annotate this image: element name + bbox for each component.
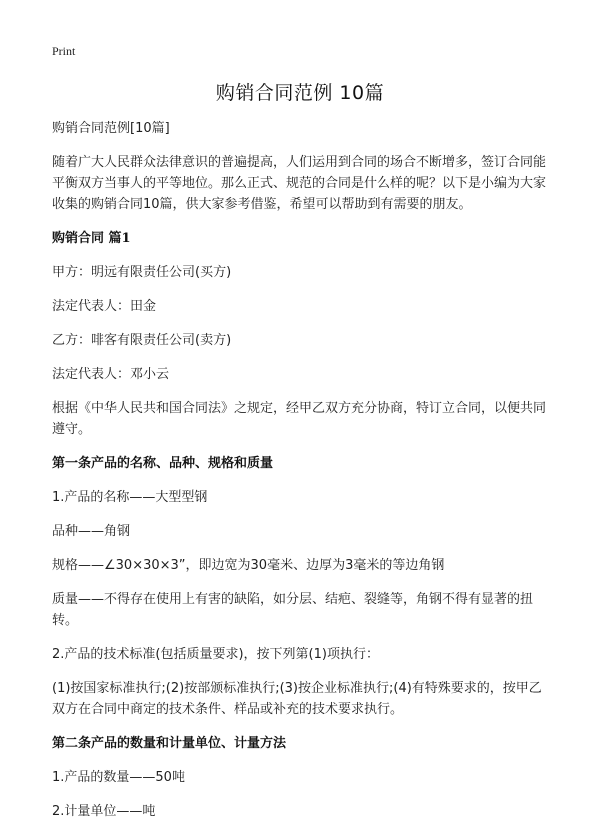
product-name: 1.产品的名称——大型型钢 — [52, 490, 208, 505]
standards-list: (1)按国家标准执行;(2)按部颁标准执行;(3)按企业标准执行;(4)有特殊要求的，按甲乙双方在合同中商定的技术条件、样品或补充的技术要求执行。 — [52, 681, 542, 717]
document-body — [52, 118, 552, 835]
product-quantity: 1.产品的数量——50吨 — [52, 770, 185, 785]
tech-standard: 2.产品的技术标准(包括质量要求)，按下列第(1)项执行： — [52, 647, 379, 662]
article-1-heading: 第一条产品的名称、品种、规格和质量 — [52, 456, 274, 471]
print-label: Print — [52, 44, 76, 58]
document-subtitle: 购销合同范例[10篇] — [52, 121, 170, 136]
document-title: 购销合同范例 10篇 — [215, 82, 385, 104]
party-b: 乙方：啡客有限责任公司(卖方) — [52, 333, 232, 348]
product-quality: 质量——不得存在使用上有害的缺陷，如分层、结疤、裂缝等，角钢不得有显著的扭转。 — [52, 592, 534, 628]
party-b-representative: 法定代表人：邓小云 — [52, 367, 170, 382]
party-a-representative: 法定代表人：田金 — [52, 299, 157, 314]
product-spec: 规格——∠30×30×3”，即边宽为30毫米、边厚为3毫米的等边角钢 — [52, 558, 445, 573]
measurement-unit: 2.计量单位——吨 — [52, 804, 156, 819]
section-heading-1: 购销合同 篇1 — [52, 231, 131, 246]
intro-paragraph: 随着广大人民群众法律意识的普遍提高，人们运用到合同的场合不断增多，签订合同能平衡双方当事人的平等地位。那么正式、规范的合同是什么样的呢？以下是小编为大家收集的购销合同10篇，供大家参考借鉴，希望可以帮助到有需要的朋友。 — [52, 155, 547, 212]
party-a: 甲方：明远有限责任公司(买方) — [52, 265, 232, 280]
preamble-paragraph: 根据《中华人民共和国合同法》之规定，经甲乙双方充分协商，特订立合同，以便共同遵守。 — [52, 401, 547, 437]
product-variety: 品种——角钢 — [52, 524, 131, 539]
article-2-heading: 第二条产品的数量和计量单位、计量方法 — [52, 736, 287, 751]
